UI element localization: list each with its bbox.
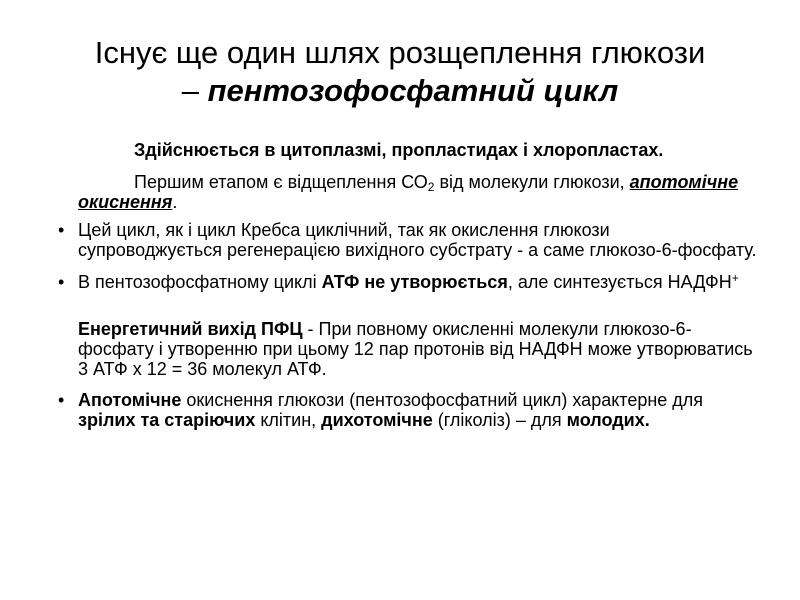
paragraph-energy-yield — [58, 319, 758, 379]
slide-body — [58, 140, 758, 430]
bullet-icon: • — [58, 390, 65, 410]
title-line-2 — [20, 72, 780, 110]
apotomic-text-3: (гліколіз) – для — [432, 410, 567, 430]
apotomic-oxidation-term: апотомічне окиснення — [78, 172, 739, 212]
bullet-item-apotomic — [58, 390, 758, 430]
atp-text: В пентозофосфатному циклі — [78, 272, 322, 292]
dichotomic-term: дихотомічне — [321, 410, 433, 430]
bullet-item-atp — [58, 272, 758, 292]
cycle-text: Цей цикл, як і цикл Кребса циклічний, так як окислення глюкози супроводжується регенерацією вихідного субстрату - а саме глюкозо-6-фосфату. — [78, 220, 757, 260]
apotomic-term: Апотомічне — [78, 390, 182, 410]
nadph-superscript: + — [731, 271, 739, 285]
title-line-1: Існує ще один шлях розщеплення глюкози — [94, 35, 706, 70]
first-stage-text-2: від молекули глюкози, — [434, 172, 630, 192]
energy-yield-text: - При повному окисленні молекули глюкозо-6-фосфату і утворенню при цьому 12 пар протонів від НАДФН може утворюватись 3 АТФ х 12 = 36 молекул АТФ. — [78, 319, 753, 379]
apotomic-text-2: клітин, — [255, 410, 322, 430]
paragraph-first-stage — [58, 172, 758, 212]
mature-aging-term: зрілих та старіючих — [78, 410, 256, 430]
bullet-item-cycle — [58, 220, 758, 260]
title-dash: – — [181, 73, 208, 108]
apotomic-text: окиснення глюкози (пентозофосфатний цикл) характерне для — [181, 390, 704, 410]
co2-subscript: 2 — [427, 180, 435, 194]
bullet-icon: • — [58, 272, 65, 292]
young-term: молодих. — [566, 410, 650, 430]
atp-text-2: , але синтезується НАДФН — [507, 272, 732, 292]
bullet-icon: • — [58, 220, 65, 240]
slide-title — [20, 34, 780, 110]
location-text: Здійснюється в цитоплазмі, пропластидах і хлоропластах. — [134, 140, 664, 160]
atp-not-formed: АТФ не утворюється — [321, 272, 508, 292]
energy-yield-heading: Енергетичний вихід ПФЦ — [78, 319, 303, 339]
paragraph-location — [58, 140, 758, 160]
first-stage-period: . — [172, 192, 178, 212]
title-emphasis: пентозофосфатний цикл — [207, 73, 619, 108]
first-stage-text: Першим етапом є відщеплення СО — [134, 172, 428, 192]
